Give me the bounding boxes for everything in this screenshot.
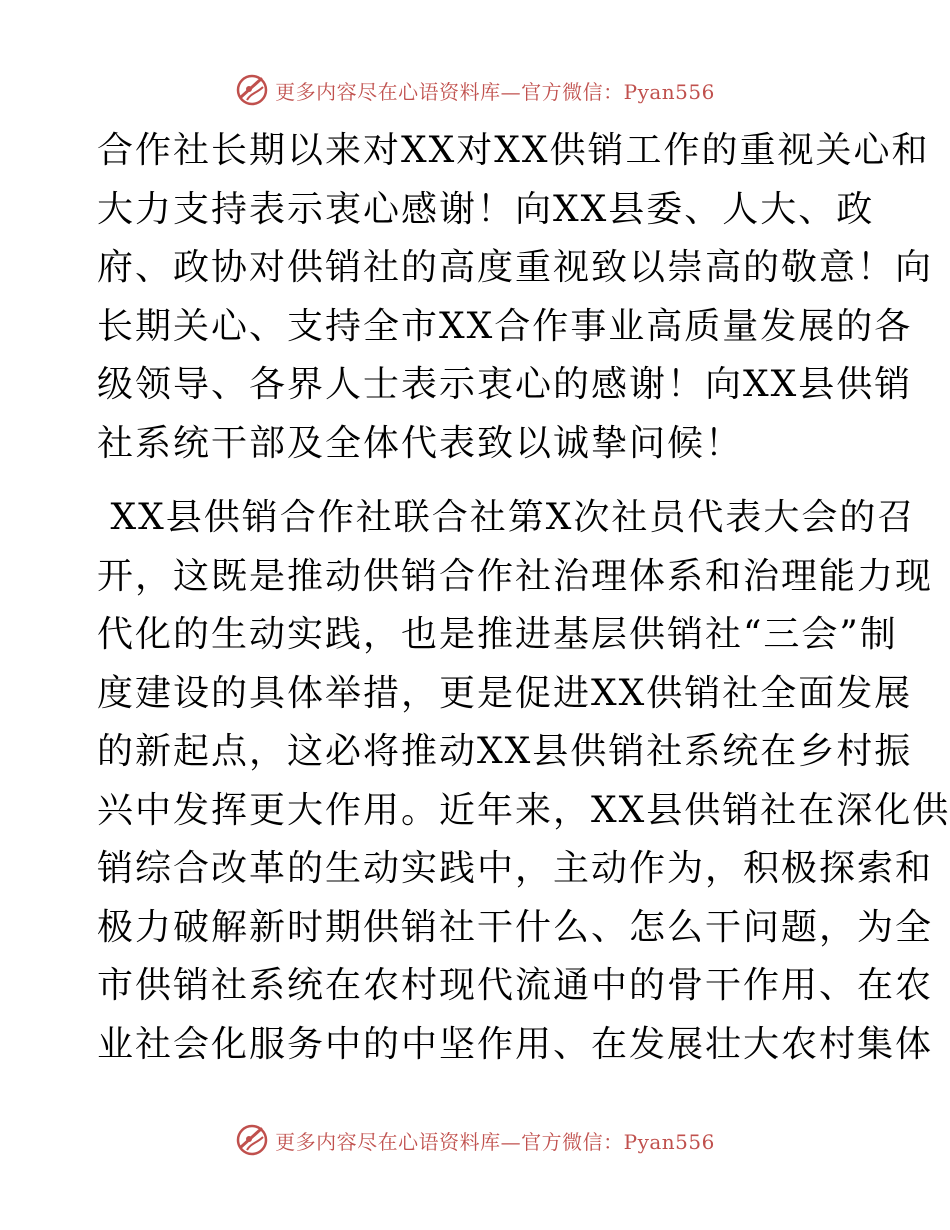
text-line: 社系统干部及全体代表致以诚挚问候！ — [97, 422, 744, 464]
text-line: 长期关心、支持全市XX合作事业高质量发展的各 — [97, 305, 913, 347]
seal-logo-icon — [235, 73, 269, 107]
text-line: 大力支持表示衷心感谢！向XX县委、人大、政 — [97, 188, 875, 230]
text-line: 销综合改革的生动实践中，主动作为，积极探索和 — [97, 848, 934, 889]
text-line: 开，这既是推动供销合作社治理体系和治理能力现 — [97, 555, 934, 597]
text-line: 的新起点，这必将推动XX县供销社系统在乡村振 — [97, 731, 913, 772]
text-line: 府、政协对供销社的高度重视致以崇高的敬意！向 — [97, 247, 934, 288]
text-line: 级领导、各界人士表示衷心的感谢！向XX县供销 — [97, 364, 913, 405]
paragraph-2 — [97, 489, 950, 1074]
paragraph-1 — [97, 122, 934, 473]
header-banner — [0, 70, 950, 110]
text-line: XX县供销合作社联合社第X次社员代表大会的召 — [97, 497, 916, 538]
footer-banner — [0, 1120, 950, 1160]
text-line: 极力破解新时期供销社干什么、怎么干问题，为全 — [97, 906, 934, 948]
text-line: 度建设的具体举措，更是促进XX供销社全面发展 — [97, 672, 913, 714]
document-body — [97, 122, 950, 1074]
header-banner-text: 更多内容尽在心语资料库—官方微信：Pyan556 — [275, 79, 715, 104]
text-line: 兴中发挥更大作用。近年来，XX县供销社在深化供 — [97, 789, 950, 831]
text-line: 代化的生动实践，也是推进基层供销社“三会”制 — [97, 614, 898, 655]
text-line: 合作社长期以来对XX对XX供销工作的重视关心和 — [97, 130, 930, 171]
footer-banner-text: 更多内容尽在心语资料库—官方微信：Pyan556 — [275, 1129, 715, 1154]
text-line: 业社会化服务中的中坚作用、在发展壮大农村集体 — [97, 1023, 934, 1065]
seal-logo-icon — [235, 1123, 269, 1157]
text-line: 市供销社系统在农村现代流通中的骨干作用、在农 — [97, 965, 934, 1006]
